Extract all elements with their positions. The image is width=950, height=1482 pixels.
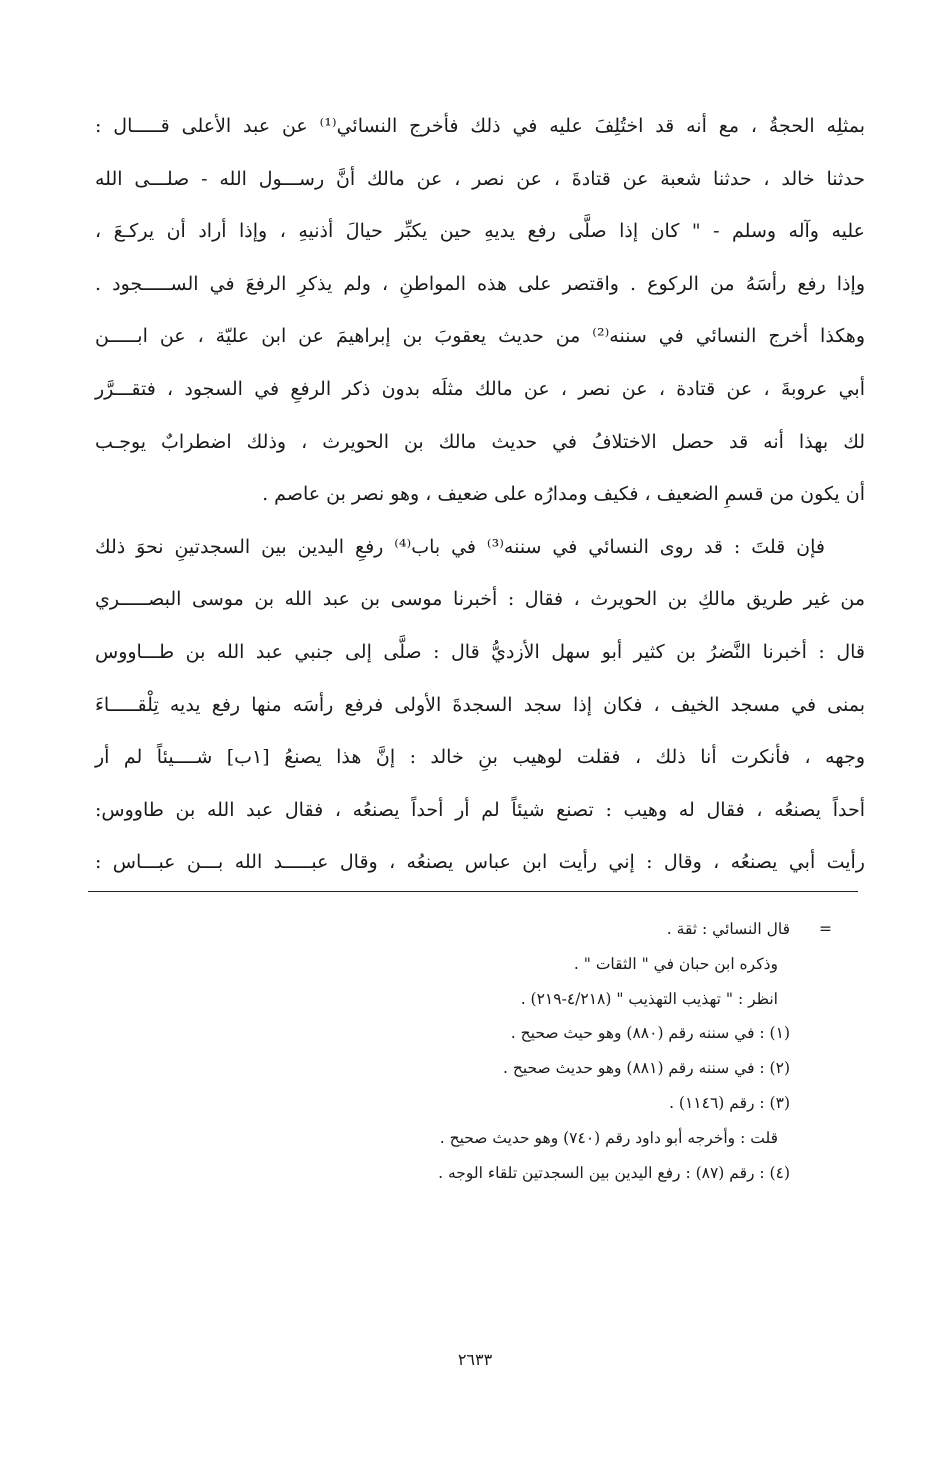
footnotes-block (0, 912, 950, 1190)
main-text-line: بمنى في مسجد الخيف ، فكان إذا سجد السجدةَ الأولى فرفع رأسَه منها رفع يديه تِلْقـــــاءَ (95, 693, 865, 716)
footnote-line (0, 1156, 950, 1191)
continuation-marker: = (819, 920, 832, 938)
footnote-line (0, 1086, 950, 1121)
main-text-line: أحداً يصنعُه ، فقال له وهيب : تصنع شيئاً لم أر أحداً يصنعُه ، فقال عبد الله بن طاووس: (95, 798, 865, 821)
main-text-line: بمثلِه الحجةُ ، مع أنه قد اختُلِفَ عليه في ذلك فأخرج النسائي⁽¹⁾ عن عبد الأعلى قـــــال : (95, 115, 865, 137)
main-text-line: لك بهذا أنه قد حصل الاختلافُ في حديث مالك بن الحويرث ، وذلك اضطرابٌ يوجـب (95, 430, 865, 453)
main-text-line: فإن قلتَ : قد روى النسائي في سننه⁽³⁾ في باب⁽⁴⁾ رفعِ اليدين بين السجدتينِ نحوَ ذلك (95, 535, 826, 558)
main-text-line: أن يكون من قسمِ الضعيف ، فكيف ومدارُه على ضعيف ، وهو نصر بن عاصم . (262, 483, 865, 506)
footnote-text: (٢) : في سننه رقم (٨٨١) وهو حديث صحيح . (503, 1059, 790, 1078)
footnote-line (0, 1051, 950, 1086)
main-text-line: أبي عروبةَ ، عن قتادة ، عن نصر ، عن مالك مثلَه بدون ذكر الرفعِ في السجود ، فتقـــرَّر (95, 377, 865, 400)
footnote-text: قال النسائي : ثقة . (666, 920, 790, 938)
footnote-line (0, 1016, 950, 1051)
footnote-text: (٣) : رقم (١١٤٦) . (669, 1093, 790, 1112)
main-text-line: قال : أخبرنا النَّضرُ بن كثير أبو سهل الأزديُّ قال : صلَّى إلى جنبي عبد الله بن طـــاووس (95, 640, 865, 663)
footnote-text: وذكره ابن حبان في " الثقات " . (573, 954, 778, 973)
footnote-line (0, 912, 950, 947)
main-text-line: وجهه ، فأنكرت أنا ذلك ، فقلت لوهيب بنِ خالد : إنَّ هذا يصنعُ [١ب] شــــيئاً لم أر (95, 746, 865, 769)
footnote-text: (١) : في سننه رقم (٨٨٠) وهو حيث صحيح . (510, 1024, 790, 1043)
main-text-line: وإذا رفع رأسَهُ من الركوع . واقتصر على هذه المواطنِ ، ولم يذكرِ الرفعَ في الســـــجود . (95, 272, 865, 295)
footnote-line (0, 1121, 950, 1156)
page-number: ٢٦٣٣ (457, 1350, 493, 1369)
footnote-divider (88, 891, 858, 892)
main-text-line: رأيت أبي يصنعُه ، وقال : إني رأيت ابن عباس يصنعُه ، وقال عبـــــد الله بـــن عبـــاس : (95, 851, 865, 874)
footnote-line (0, 947, 950, 982)
main-text-line: من غير طريق مالكِ بن الحويرث ، فقال : أخبرنا موسى بن عبد الله بن موسى البصـــــري (95, 588, 865, 611)
main-text-line: وهكذا أخرج النسائي في سننه⁽²⁾ من حديث يعقوبَ بن إبراهيمَ عن ابن عليّة ، عن ابـــــن (95, 325, 865, 348)
footnote-line (0, 982, 950, 1017)
footnote-text: (٤) : رقم (٨٧) : رفع اليدين بين السجدتين تلقاء الوجه . (438, 1163, 790, 1182)
main-text-block (95, 100, 865, 889)
main-text-line: عليه وآله وسلم - " كان إذا صلَّى رفع يديهِ حين يكبِّر حيالَ أذنيهِ ، وإذا أراد أن يركـعَ ، (95, 220, 865, 243)
footnote-text: قلت : وأخرجه أبو داود رقم (٧٤٠) وهو حديث صحيح . (439, 1128, 778, 1147)
main-text-line: حدثنا خالد ، حدثنا شعبة عن قتادةَ ، عن نصر ، عن مالك أنَّ رســـول الله - صلـــى الله (95, 167, 865, 190)
footnote-text: انظر : " تهذيب التهذيب " (٤/٢١٨-٢١٩) . (520, 989, 778, 1008)
